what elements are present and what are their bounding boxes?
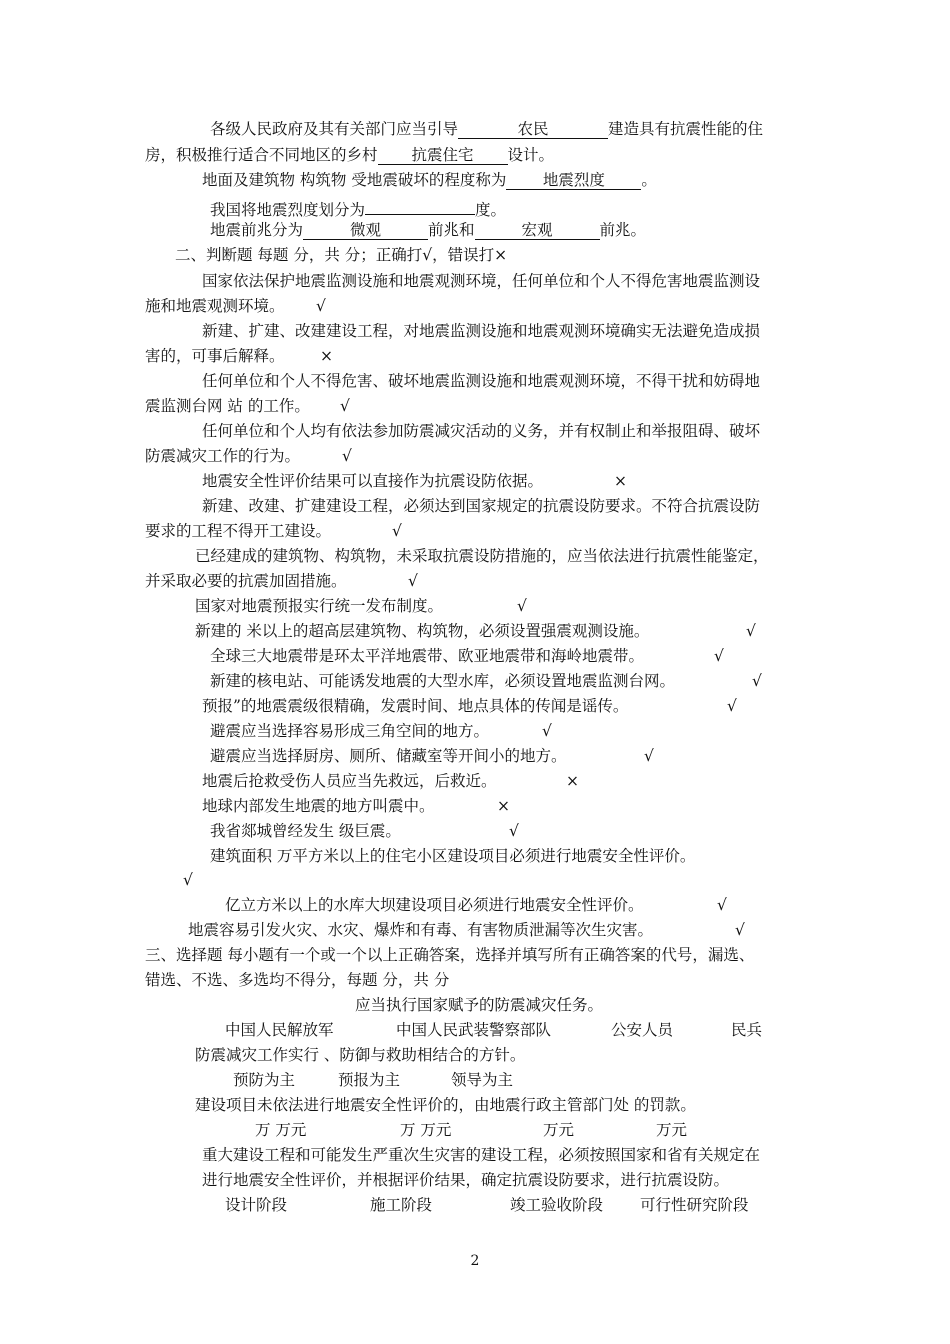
fill-q4-answer2[interactable]: 宏观 [475, 221, 600, 240]
judge-item-14-line1: 避震应当选择厨房、厕所、储藏室等开间小的地方。 [210, 747, 567, 765]
judge-item-1-mark: √ [316, 297, 326, 315]
judge-item-5-mark: × [614, 472, 627, 490]
judge-item-3-line2: 震监测台网 站 的工作。 [145, 397, 310, 415]
judge-item-16-line1: 地球内部发生地震的地方叫震中。 [202, 797, 435, 815]
judge-item-10-line1: 全球三大地震带是环太平洋地震带、欧亚地震带和海岭地震带。 [210, 647, 645, 665]
judge-item-6-mark: √ [392, 522, 402, 540]
choice-heading-line2: 错选、不选、多选均不得分，每题 分，共 分 [145, 971, 450, 989]
choice-q3-stem: 建设项目未依法进行地震安全性评价的，由地震行政主管部门处 的罚款。 [195, 1096, 696, 1114]
judge-item-9-mark: √ [746, 622, 756, 640]
choice-q4-option-3[interactable]: 竣工验收阶段 [510, 1196, 604, 1214]
fill-q4-text2: 前兆和 [428, 221, 475, 239]
judge-item-18-line1: 建筑面积 万平方米以上的住宅小区建设项目必须进行地震安全性评价。 [210, 847, 696, 865]
judge-item-20-line1: 地震容易引发火灾、水灾、爆炸和有毒、有害物质泄漏等次生灾害。 [188, 921, 654, 939]
choice-q2-option-2[interactable]: 预报为主 [338, 1071, 401, 1089]
fill-q1-text3: 房，积极推行适合不同地区的乡村 [145, 146, 378, 164]
judge-item-7-mark: √ [408, 572, 418, 590]
fill-q2-line [202, 171, 657, 190]
fill-q4-text: 地震前兆分为 [210, 221, 304, 239]
judge-item-3-line1: 任何单位和个人不得危害、破坏地震监测设施和地震观测环境，不得干扰和妨碍地 [202, 372, 761, 390]
judge-item-12-mark: √ [727, 697, 737, 715]
judge-item-15-line1: 地震后抢救受伤人员应当先救远，后救近。 [202, 772, 497, 790]
judge-item-2-line2: 害的，可事后解释。 [145, 347, 285, 365]
judge-item-11-line1: 新建的核电站、可能诱发地震的大型水库，必须设置地震监测台网。 [210, 672, 676, 690]
judge-item-8-line1: 国家对地震预报实行统一发布制度。 [195, 597, 444, 615]
choice-q3-option-1[interactable]: 万 万元 [255, 1121, 307, 1139]
judge-item-12-line1: 预报”的地震震级很精确，发震时间、地点具体的传闻是谣传。 [202, 697, 629, 715]
fill-q3-line [210, 196, 506, 220]
choice-q1-stem: 应当执行国家赋予的防震减灾任务。 [355, 996, 604, 1014]
judge-item-1-line1: 国家依法保护地震监测设施和地震观测环境，任何单位和个人不得危害地震监测设 [202, 272, 761, 290]
fill-q1-text2: 建造具有抗震性能的住 [608, 120, 764, 138]
choice-q2-option-1[interactable]: 预防为主 [233, 1071, 296, 1089]
fill-q3-text2: 度。 [475, 201, 507, 219]
page-number: 2 [470, 1253, 480, 1269]
judge-item-4-mark: √ [342, 447, 352, 465]
fill-q1-text4: 设计。 [507, 146, 555, 164]
choice-heading-line1: 三、选择题 每小题有一个或一个以上正确答案，选择并填写所有正确答案的代号，漏选、 [145, 946, 755, 964]
fill-q1-line2 [145, 146, 554, 165]
judge-item-16-mark: × [497, 797, 510, 815]
choice-q4-option-4[interactable]: 可行性研究阶段 [640, 1196, 749, 1214]
fill-q2-text2: 。 [641, 171, 657, 189]
choice-q2-option-3[interactable]: 领导为主 [451, 1071, 514, 1089]
choice-q3-option-3[interactable]: 万元 [543, 1121, 575, 1139]
judge-item-2-mark: × [320, 347, 333, 365]
judge-item-13-line1: 避震应当选择容易形成三角空间的地方。 [210, 722, 490, 740]
judge-item-11-mark: √ [752, 672, 762, 690]
judge-item-14-mark: √ [644, 747, 654, 765]
fill-q2-text: 地面及建筑物 构筑物 受地震破坏的程度称为 [202, 171, 507, 189]
judge-item-8-mark: √ [517, 597, 527, 615]
judge-item-17-mark: √ [509, 822, 519, 840]
choice-q4-stem-line2: 进行地震安全性评价，并根据评价结果，确定抗震设防要求，进行抗震设防。 [202, 1171, 730, 1189]
choice-q1-option-1[interactable]: 中国人民解放军 [225, 1021, 334, 1039]
choice-q1-option-2[interactable]: 中国人民武装警察部队 [396, 1021, 552, 1039]
judge-heading: 二、判断题 每题 分，共 分；正确打√，错误打× [175, 246, 508, 264]
judge-item-1-line2: 施和地震观测环境。 [145, 297, 285, 315]
fill-q3-text: 我国将地震烈度划分为 [210, 201, 366, 219]
fill-q4-answer1[interactable]: 微观 [303, 221, 428, 240]
judge-item-10-mark: √ [714, 647, 724, 665]
choice-q2-stem: 防震减灾工作实行 、防御与救助相结合的方针。 [195, 1046, 526, 1064]
judge-item-20-mark: √ [735, 921, 745, 939]
choice-q3-option-4[interactable]: 万元 [656, 1121, 688, 1139]
choice-q3-option-2[interactable]: 万 万元 [400, 1121, 452, 1139]
judge-item-17-line1: 我省郯城曾经发生 级巨震。 [210, 822, 401, 840]
judge-item-7-line1: 已经建成的建筑物、构筑物，未采取抗震设防措施的，应当依法进行抗震性能鉴定， [195, 547, 769, 565]
judge-item-18-mark: √ [183, 871, 193, 889]
judge-item-6-line1: 新建、改建、扩建建设工程，必须达到国家规定的抗震设防要求。不符合抗震设防 [202, 497, 761, 515]
judge-item-4-line1: 任何单位和个人均有依法参加防震减灾活动的义务，并有权制止和举报阻碍、破坏 [202, 422, 761, 440]
judge-item-19-mark: √ [717, 896, 727, 914]
fill-q1-answer2[interactable]: 抗震住宅 [378, 146, 508, 165]
judge-item-7-line2: 并采取必要的抗震加固措施。 [145, 572, 347, 590]
judge-item-2-line1: 新建、扩建、改建建设工程，对地震监测设施和地震观测环境确实无法避免造成损 [202, 322, 761, 340]
fill-q4-line [210, 221, 646, 240]
fill-q1-text: 各级人民政府及其有关部门应当引导 [210, 120, 459, 138]
judge-item-19-line1: 亿立方米以上的水库大坝建设项目必须进行地震安全性评价。 [225, 896, 644, 914]
choice-q1-option-4[interactable]: 民兵 [731, 1021, 763, 1039]
fill-q4-text3: 前兆。 [599, 221, 647, 239]
judge-item-5-line1: 地震安全性评价结果可以直接作为抗震设防依据。 [202, 472, 544, 490]
judge-item-9-line1: 新建的 米以上的超高层建筑物、构筑物，必须设置强震观测设施。 [195, 622, 650, 640]
choice-q4-option-1[interactable]: 设计阶段 [225, 1196, 288, 1214]
judge-item-13-mark: √ [542, 722, 552, 740]
judge-item-4-line2: 防震减灾工作的行为。 [145, 447, 301, 465]
fill-q1-answer1[interactable]: 农民 [458, 120, 608, 139]
choice-q1-option-3[interactable]: 公安人员 [611, 1021, 674, 1039]
judge-item-6-line2: 要求的工程不得开工建设。 [145, 522, 332, 540]
judge-item-3-mark: √ [340, 397, 350, 415]
choice-q4-option-2[interactable]: 施工阶段 [370, 1196, 433, 1214]
fill-q1-line1 [210, 120, 763, 139]
fill-q3-answer[interactable] [365, 196, 475, 215]
fill-q2-answer[interactable]: 地震烈度 [506, 171, 641, 190]
choice-q4-stem-line1: 重大建设工程和可能发生严重次生灾害的建设工程，必须按照国家和省有关规定在 [202, 1146, 761, 1164]
judge-item-15-mark: × [566, 772, 579, 790]
